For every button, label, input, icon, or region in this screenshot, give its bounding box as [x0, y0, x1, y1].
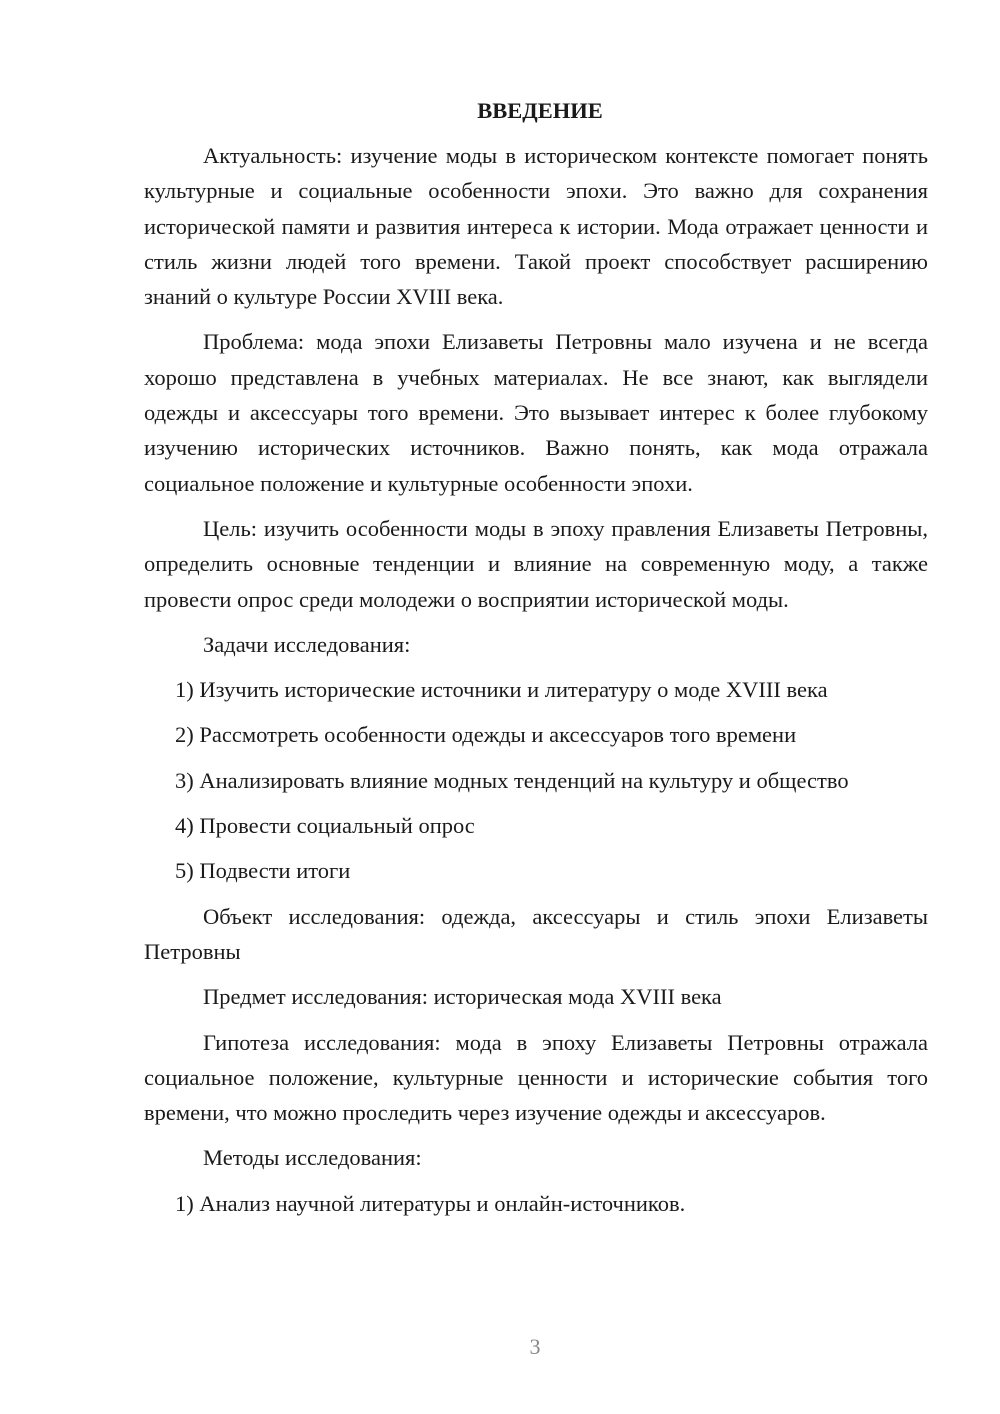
- page-content: [144, 96, 928, 1231]
- object-paragraph: Объект исследования: одежда, аксессуары и стиль эпохи Елизаветы Петровны: [144, 903, 928, 964]
- methods-list: [144, 1186, 928, 1221]
- section-title: ВВЕДЕНИЕ: [477, 98, 603, 123]
- task-item: 4) Провести социальный опрос: [175, 813, 475, 839]
- tasks-heading: Задачи исследования:: [203, 631, 411, 657]
- task-item: 1) Изучить исторические источники и литературу о моде XVIII века: [175, 677, 828, 703]
- hypothesis-paragraph: Гипотеза исследования: мода в эпоху Елизаветы Петровны отражала социальное положение, культурные ценности и исторические события того времени, что можно проследить через изучение одежды и аксессуаров.: [144, 1029, 928, 1126]
- task-item: 2) Рассмотреть особенности одежды и аксессуаров того времени: [175, 722, 797, 748]
- tasks-list: [144, 672, 928, 888]
- task-item: 3) Анализировать влияние модных тенденций на культуру и общество: [175, 767, 849, 793]
- subject-paragraph: Предмет исследования: историческая мода XVIII века: [203, 984, 722, 1010]
- method-item: 1) Анализ научной литературы и онлайн-источников.: [175, 1190, 686, 1216]
- relevance-paragraph: Актуальность: изучение моды в историческом контексте помогает понять культурные и социальные особенности эпохи. Это важно для сохранения исторической памяти и развития интереса к истории. Мода отражает ценности и стиль жизни людей того времени. Такой проект способствует расширению знаний о культуре России XVIII века.: [144, 143, 928, 310]
- methods-heading: Методы исследования:: [203, 1145, 422, 1171]
- goal-paragraph: Цель: изучить особенности моды в эпоху правления Елизаветы Петровны, определить основные тенденции и влияние на современную моду, а также провести опрос среди молодежи о восприятии исторической моды.: [144, 515, 928, 612]
- page-number: 3: [529, 1334, 541, 1359]
- task-item: 5) Подвести итоги: [175, 858, 351, 884]
- problem-paragraph: Проблема: мода эпохи Елизаветы Петровны мало изучена и не всегда хорошо представлена в учебных материалах. Не все знают, как выглядели одежды и аксессуары того времени. Это вызывает интерес к более глубокому изучению исторических источников. Важно понять, как мода отражала социальное положение и культурные особенности эпохи.: [144, 329, 928, 496]
